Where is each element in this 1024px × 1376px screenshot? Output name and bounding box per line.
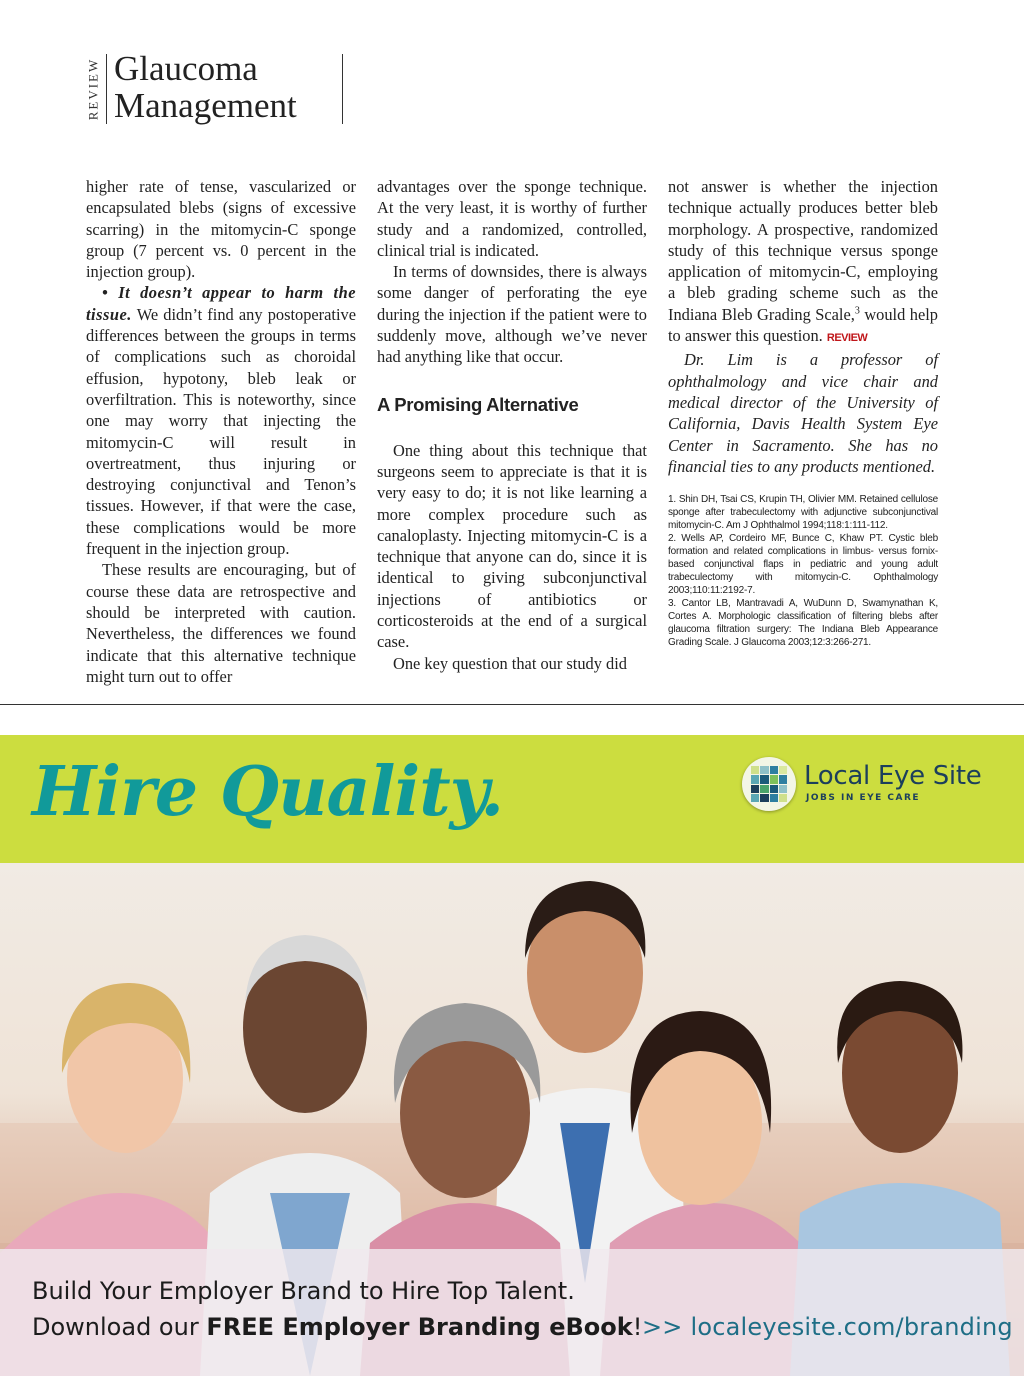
paragraph: higher rate of tense, vascularized or encapsulated blebs (signs of excessive scarring) in the mitomycin-C sponge group (7 percent vs. 0 percent in the injection group). (86, 177, 356, 282)
article-column-2 (377, 176, 647, 674)
reference-item: 3. Cantor LB, Mantravadi A, WuDunn D, Swamynathan K, Cortes A. Morphologic classification of filtering blebs after glaucoma filtration surgery: The Indiana Bleb Appearance Grading Scale. J Glaucoma 2003;12:3:266-271. (668, 598, 938, 649)
end-mark: REVIEW (826, 332, 868, 345)
page-divider (0, 704, 1024, 705)
header-divider-right (342, 54, 343, 124)
references (668, 493, 938, 649)
ad-tagline: Build Your Employer Brand to Hire Top Talent. (32, 1277, 575, 1305)
paragraph: These results are encouraging, but of course these data are retrospective and should be interpreted with caution. Nevertheless, the differences we found indicate that this alternative technique might turn out to offer (86, 560, 356, 686)
grid-logo-icon (742, 757, 796, 811)
paragraph: not answer is whether the injection technique actually produces better bleb morphology. A prospective, randomized study of this technique versus sponge application of mitomycin-C, employing a bleb grading scheme such as the Indiana Bleb Grading Scale,$^3$ would help to answer this question. REVIEW (668, 177, 938, 346)
logo-name: Local Eye Site (804, 761, 982, 791)
paragraph: One key question that our study did (393, 653, 627, 673)
subheading: A Promising Alternative (377, 393, 579, 415)
article-column-3 (668, 176, 938, 649)
section-label: REVIEW (85, 57, 101, 121)
author-bio: Dr. Lim is a professor of ophthalmology and vice chair and medical director of the University of California, Davis Health System Eye Center in Sacramento. She has no financial ties to any products mentioned. (668, 350, 938, 476)
reference-item: 2. Wells AP, Cordeiro MF, Bunce C, Khaw PT. Cystic bleb formation and related complications in limbus- versus fornix-based conjunctival flaps in pediatric and young adult trabeculectomy with mitomycin-C. Ophthalmology 2003;110:11:2192-7. (668, 533, 938, 597)
local-eye-site-logo (742, 757, 1012, 817)
article-column-1 (86, 176, 356, 687)
reference-item: 1. Shin DH, Tsai CS, Krupin TH, Olivier MM. Retained cellulose sponge after trabeculectomy with adjunctive subconjunctival mitomycin-C. Am J Ophthalmol 1994;118:1:111-112. (668, 494, 938, 532)
logo-tagline: JOBS IN EYE CARE (806, 793, 921, 803)
ad-caption (0, 1249, 1024, 1376)
paragraph: • It doesn’t appear to harm the tissue. We didn’t find any postoperative differences between the groups in terms of complications such as choroidal effusion, hypotony, bleb leak or overfiltration. This is noteworthy, since one may worry that injecting the mitomycin-C will result in overtreatment, thus injuring or destroying conjunctival and Tenon’s tissues. However, if that were the case, these complications would be more frequent in the injection group. (86, 283, 356, 559)
header-divider-left (106, 54, 107, 124)
ad-banner[interactable] (0, 735, 1024, 863)
ad-headline: Hire Quality. (32, 752, 504, 832)
section-title: Glaucoma Management (114, 49, 297, 125)
paragraph: In terms of downsides, there is always some danger of perforating the eye during the injection if the patient were to suddenly move, although we’ve never had anything like that occur. (377, 262, 647, 367)
bullet-lead: • It doesn’t appear to harm the tissue. (86, 283, 356, 324)
ad-url-link[interactable]: >> localeyesite.com/branding (642, 1313, 1013, 1341)
paragraph: One thing about this technique that surgeons seem to appreciate is that it is very easy to do; it is not like learning a more complex procedure such as canaloplasty. Injecting mitomycin-C is a technique that anyone can do, since it is identical to giving subconjunctival injections of antibiotics or corticosteroids at the end of a surgical case. (377, 440, 647, 652)
paragraph: advantages over the sponge technique. At the very least, it is worthy of further study and a randomized, controlled, clinical trial is indicated. (377, 177, 647, 260)
ad-cta: Download our FREE Employer Branding eBook! (32, 1313, 643, 1341)
